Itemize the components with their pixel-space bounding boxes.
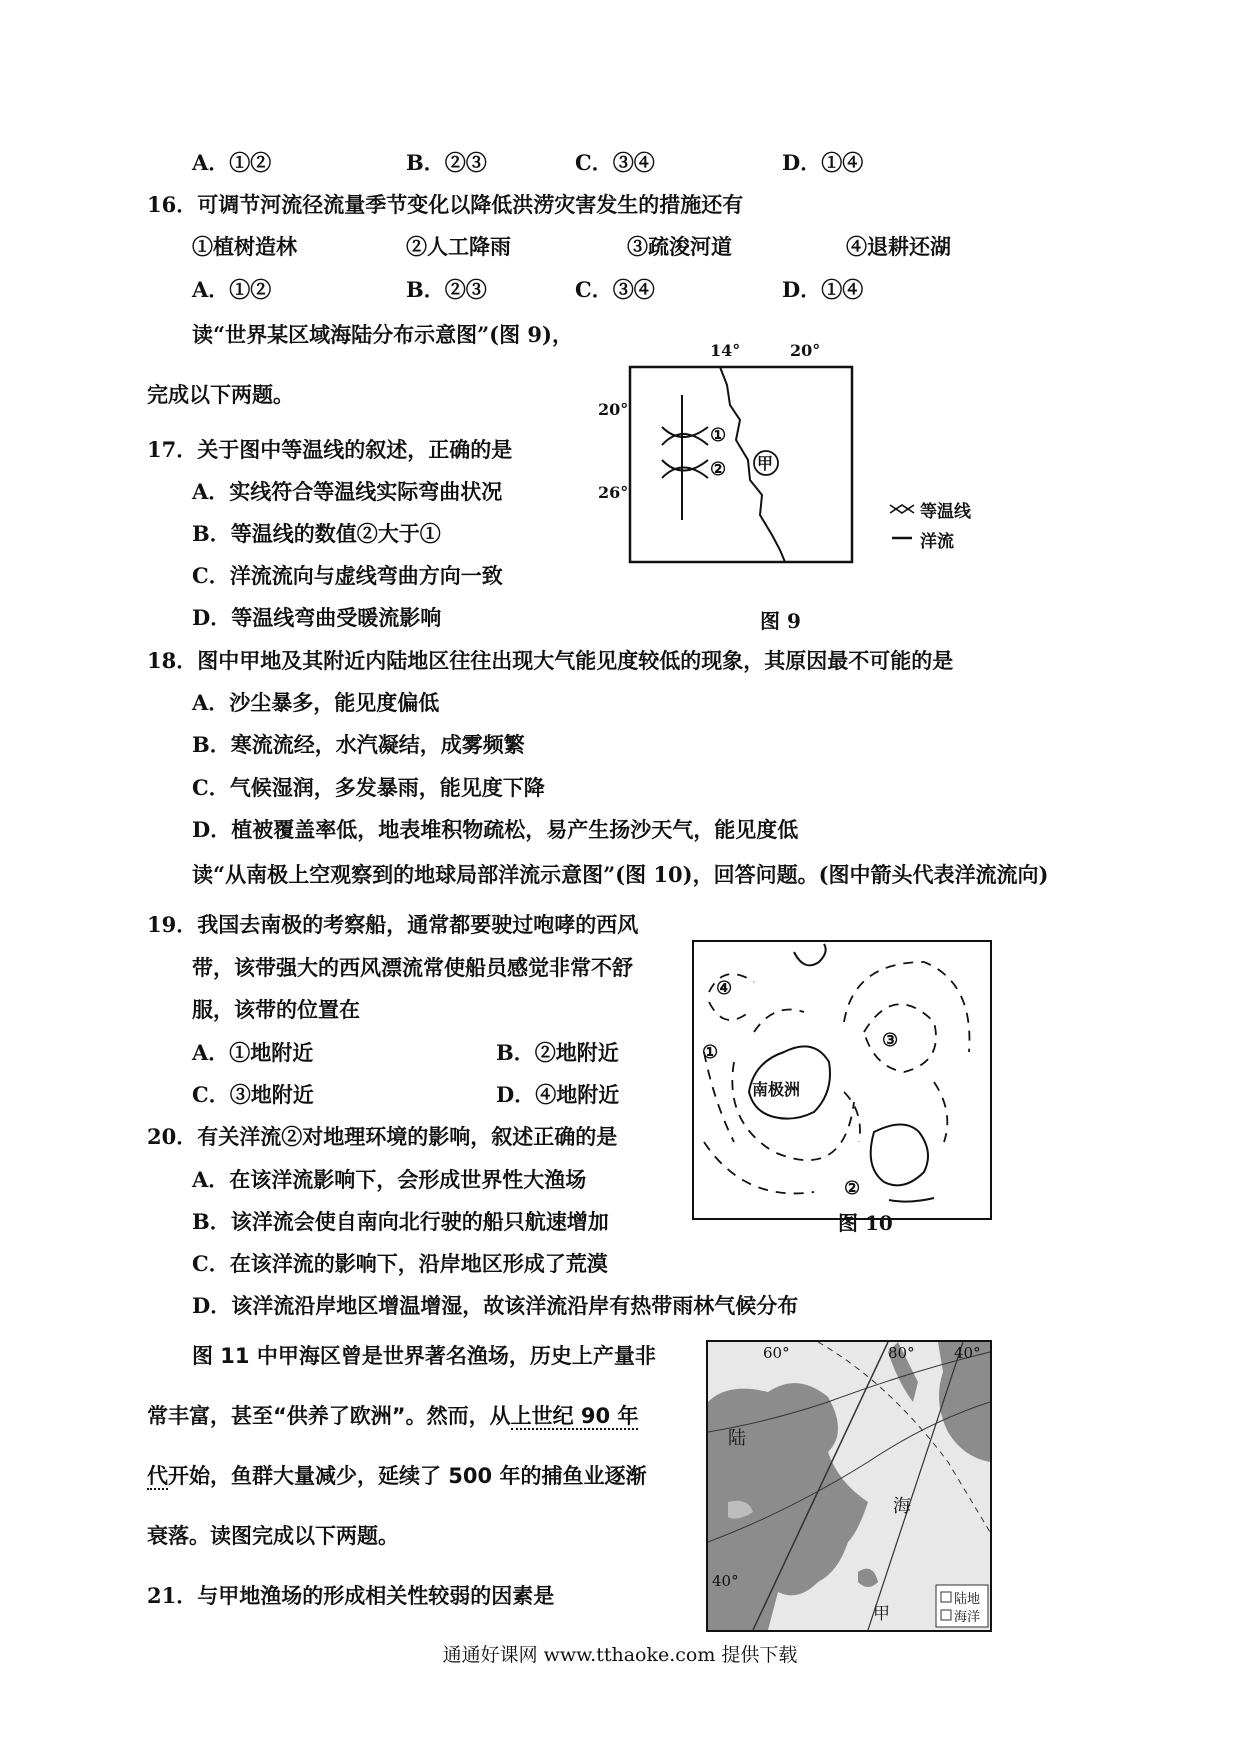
q19-option-d: D．④地附近 — [496, 1082, 620, 1107]
q18-stem: 18．图中甲地及其附近内陆地区往往出现大气能见度较低的现象，其原因最不可能的是 — [147, 648, 954, 673]
q20-option-a: A．在该洋流影响下，会形成世界性大渔场 — [192, 1167, 587, 1192]
page-footer: 通通好课网 www.tthaoke.com 提供下载 — [442, 1644, 798, 1666]
fig11-intro-line3-b: 开始，鱼群大量减少，延续了 500 年的捕鱼业逐渐 — [168, 1464, 647, 1488]
fig9-caption: 图 9 — [760, 609, 801, 633]
fig9-intro-line2: 完成以下两题。 — [147, 382, 294, 407]
q18-option-d: D．植被覆盖率低，地表堆积物疏松，易产生扬沙天气，能见度低 — [192, 817, 799, 842]
fig11-lon-60: 60° — [763, 1344, 790, 1362]
option-c: C．③④ — [575, 150, 655, 175]
fig9-lon-14: 14° — [710, 341, 741, 360]
q19-option-a: A．①地附近 — [192, 1040, 314, 1065]
fig9-lon-20: 20° — [790, 341, 821, 360]
fig9-mark-1: ① — [710, 425, 727, 446]
q16-item-1: ①植树造林 — [192, 234, 297, 259]
q16-option-a: A．①② — [192, 277, 272, 302]
fig11-sea-label: 海 — [893, 1496, 911, 1517]
figure-9 — [590, 341, 990, 580]
fig9-legend-current: 洋流 — [920, 532, 954, 552]
figure-10 — [692, 940, 992, 1220]
fig9-lat-20: 20° — [598, 400, 629, 419]
q20-option-d: D．该洋流沿岸地区增温增湿，故该洋流沿岸有热带雨林气候分布 — [192, 1293, 799, 1318]
fig11-legend-ocean: 海洋 — [954, 1610, 981, 1625]
q16-option-d: D．①④ — [782, 277, 864, 302]
q17-stem: 17．关于图中等温线的叙述，正确的是 — [147, 437, 513, 462]
q18-option-c: C．气候湿润，多发暴雨，能见度下降 — [192, 775, 545, 800]
q16-item-3: ③疏浚河道 — [627, 234, 732, 259]
figure-11-map — [708, 1342, 990, 1630]
fig9-legend-isotherm: 等温线 — [920, 502, 971, 522]
fig11-lat-40: 40° — [712, 1572, 739, 1590]
q19-stem-line1: 19．我国去南极的考察船，通常都要驶过咆哮的西风 — [147, 912, 639, 937]
q17-option-c: C．洋流流向与虚线弯曲方向一致 — [192, 563, 503, 588]
fig9-intro-line1: 读“世界某区域海陆分布示意图”(图 9)， — [192, 322, 573, 347]
q19-option-c: C．③地附近 — [192, 1082, 314, 1107]
fig11-legend-land: 陆地 — [954, 1592, 981, 1607]
option-b: B．②③ — [406, 150, 487, 175]
fig11-lon-80: 80° — [888, 1344, 915, 1362]
figure-10-map — [694, 942, 990, 1218]
fig11-intro-line2 — [147, 1403, 638, 1429]
fig10-mark-2: ② — [844, 1178, 861, 1199]
q19-stem-line2: 带，该带强大的西风漂流常使船员感觉非常不舒 — [192, 955, 633, 980]
q18-option-a: A．沙尘暴多，能见度偏低 — [192, 690, 440, 715]
q17-option-b: B．等温线的数值②大于① — [192, 521, 441, 546]
fig10-mark-4: ④ — [716, 978, 733, 999]
figure-11 — [706, 1340, 992, 1632]
q19-option-b: B．②地附近 — [496, 1040, 619, 1065]
fig11-lon-40: 40° — [954, 1344, 981, 1362]
q20-stem: 20．有关洋流②对地理环境的影响，叙述正确的是 — [147, 1124, 618, 1149]
q17-option-d: D．等温线弯曲受暖流影响 — [192, 605, 442, 630]
fig11-intro-line3 — [147, 1463, 646, 1489]
q19-stem-line3: 服，该带的位置在 — [192, 997, 360, 1022]
fig9-jia-label: 甲 — [757, 454, 774, 473]
fig11-jia-label: 甲 — [873, 1604, 890, 1624]
q16-option-b: B．②③ — [406, 277, 487, 302]
q16-item-4: ④退耕还湖 — [846, 234, 951, 259]
fig11-intro-line4: 衰落。读图完成以下两题。 — [147, 1524, 399, 1548]
fig11-intro-line2-a: 常丰富，甚至“供养了欧洲”。然而，从 — [147, 1404, 511, 1428]
q16-option-c: C．③④ — [575, 277, 655, 302]
fig9-mark-2: ② — [710, 459, 727, 480]
fig10-antarctica-label: 南极洲 — [752, 1080, 801, 1099]
option-a: A．①② — [192, 150, 272, 175]
fig11-intro-line1: 图 11 中甲海区曾是世界著名渔场，历史上产量非 — [192, 1344, 656, 1368]
q21-stem: 21．与甲地渔场的形成相关性较弱的因素是 — [147, 1583, 555, 1608]
q18-option-b: B．寒流流经，水汽凝结，成雾频繁 — [192, 732, 525, 757]
fig10-mark-3: ③ — [882, 1030, 899, 1051]
fig10-intro: 读“从南极上空观察到的地球局部洋流示意图”(图 10)，回答问题。(图中箭头代表洋流流向) — [192, 862, 1049, 887]
fig11-intro-line2-b: 上世纪 90 年 — [510, 1404, 639, 1428]
q16-item-2: ②人工降雨 — [406, 234, 511, 259]
fig10-caption: 图 10 — [838, 1211, 893, 1235]
fig9-lat-26: 26° — [598, 483, 629, 502]
q17-option-a: A．实线符合等温线实际弯曲状况 — [192, 479, 503, 504]
q20-option-c: C．在该洋流的影响下，沿岸地区形成了荒漠 — [192, 1251, 608, 1276]
option-d: D．①④ — [782, 150, 864, 175]
q20-option-b: B．该洋流会使自南向北行驶的船只航速增加 — [192, 1209, 609, 1234]
fig11-land-label: 陆 — [728, 1428, 746, 1449]
q16-stem: 16．可调节河流径流量季节变化以降低洪涝灾害发生的措施还有 — [147, 192, 744, 217]
fig10-mark-1: ① — [702, 1042, 719, 1063]
fig11-intro-line3-a: 代 — [147, 1464, 168, 1488]
